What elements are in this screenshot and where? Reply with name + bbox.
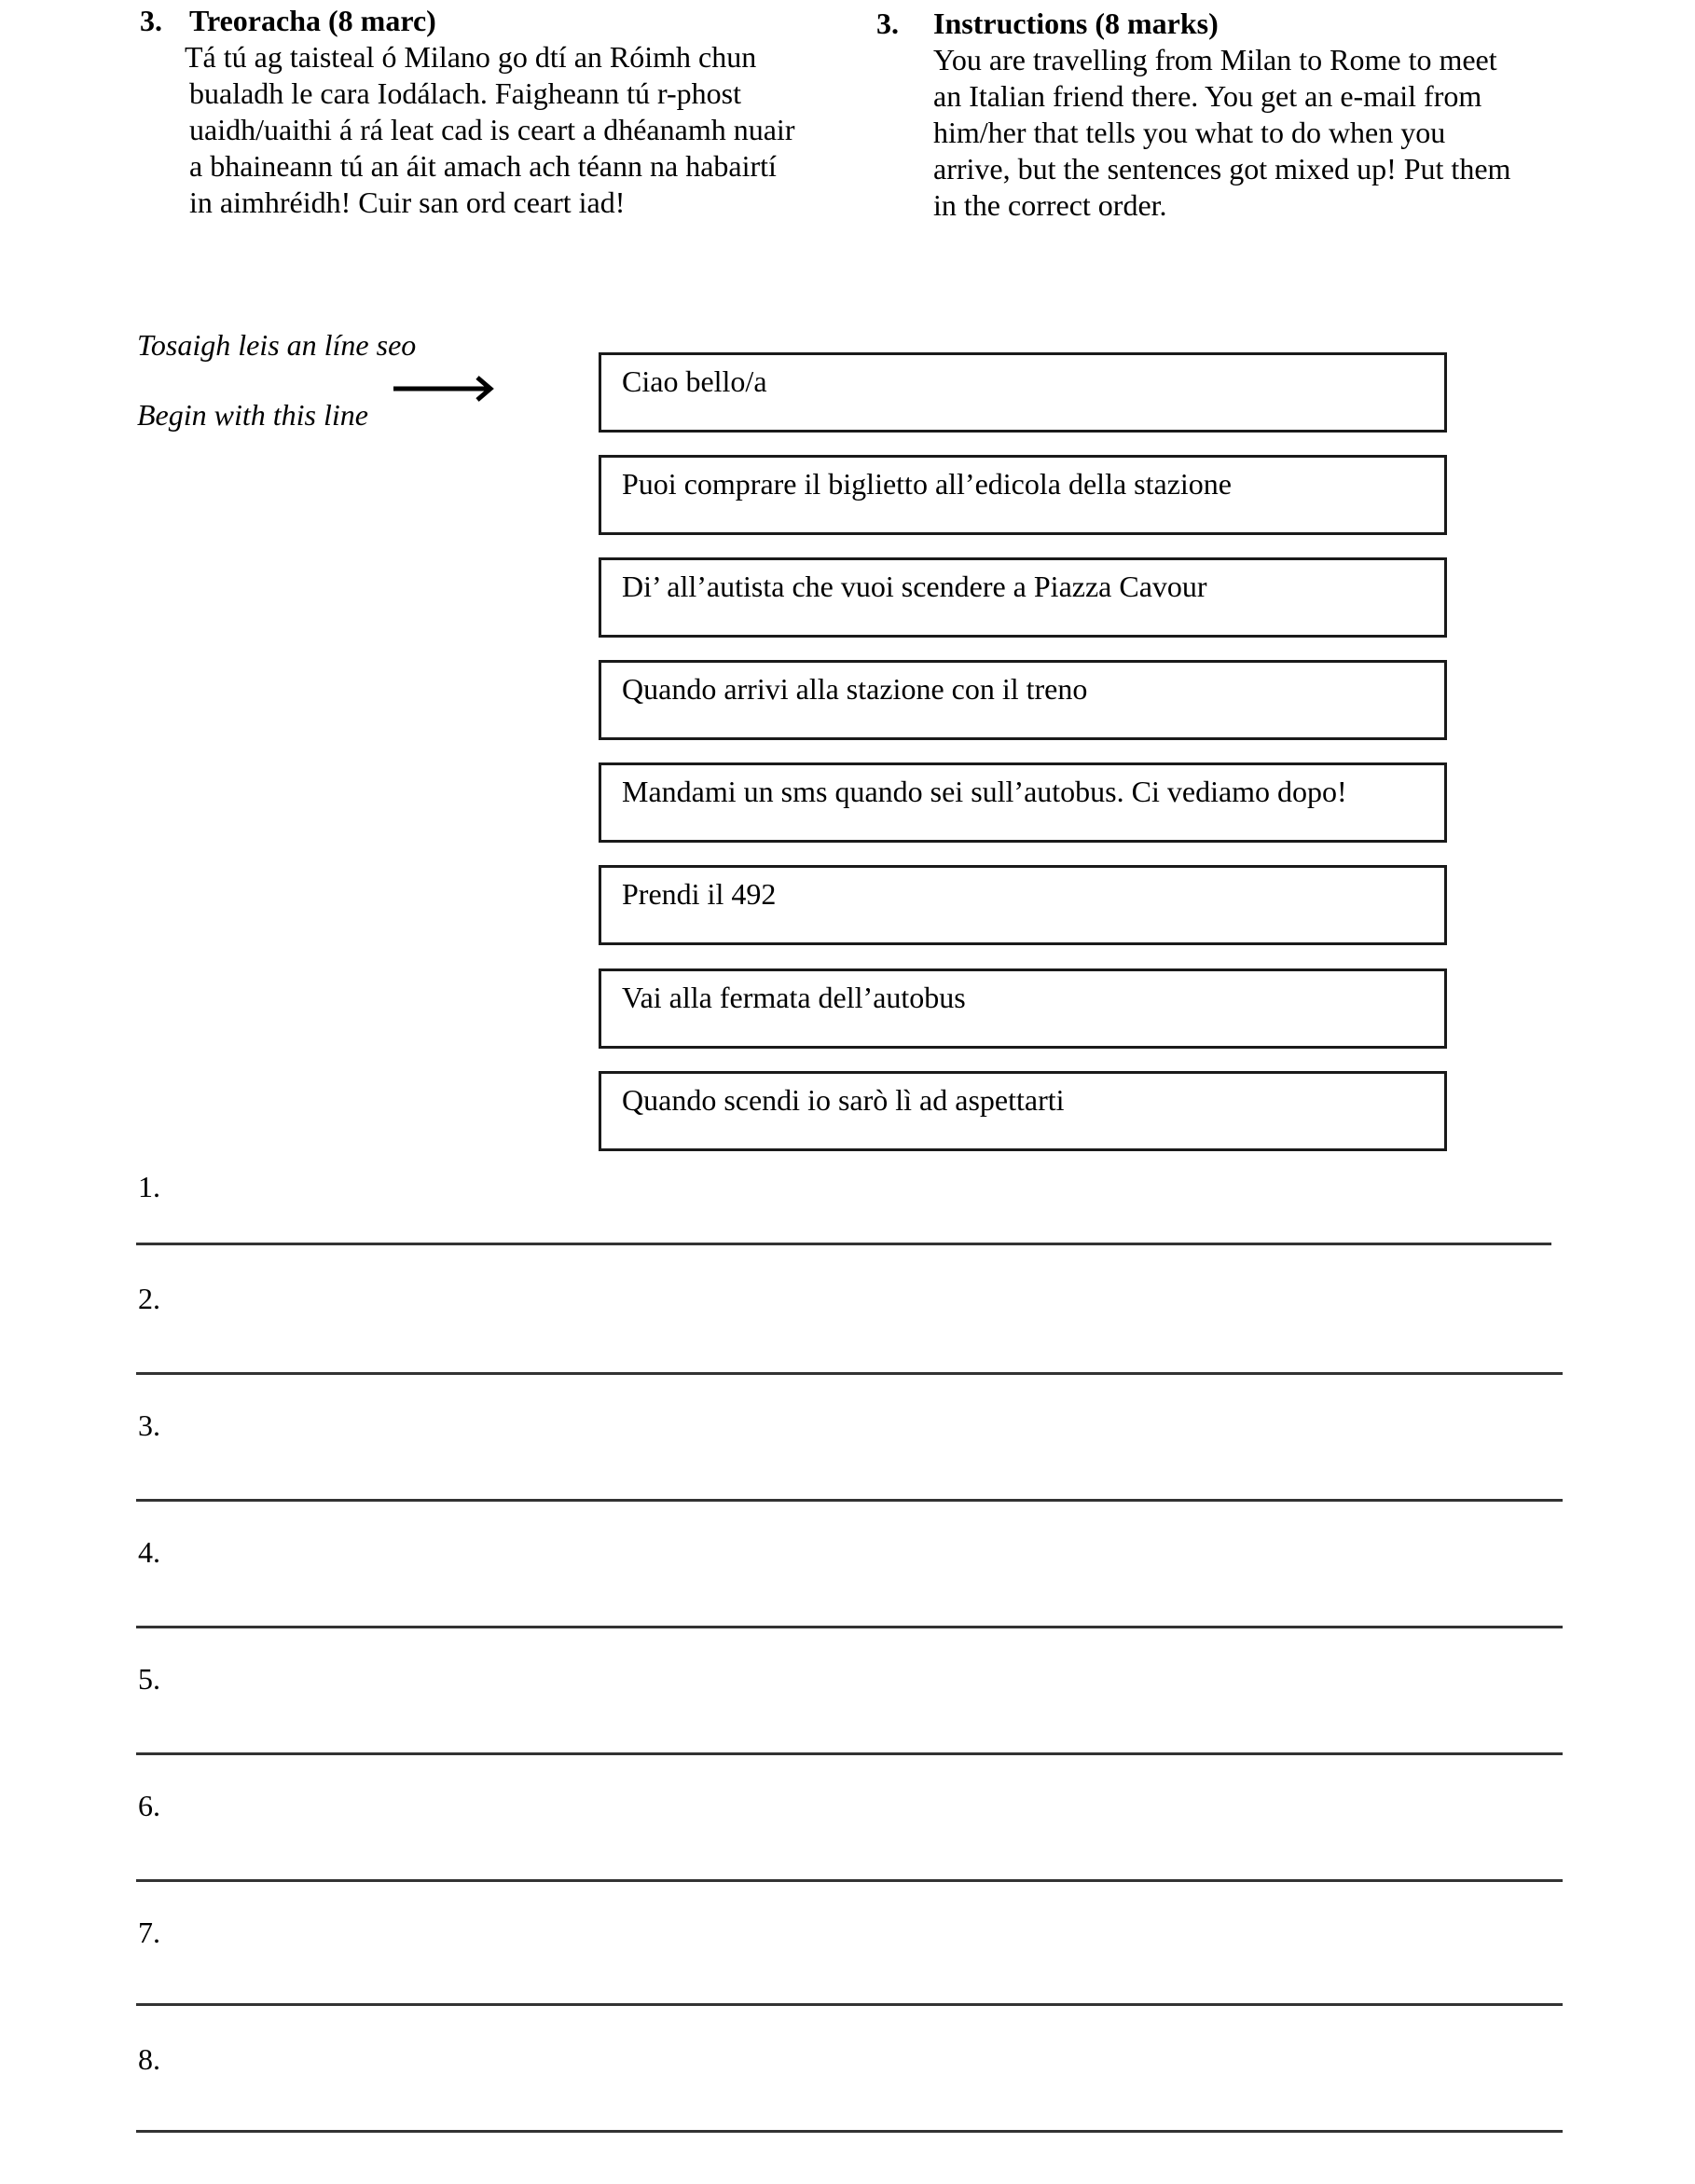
answer-line[interactable] (136, 1499, 1563, 1502)
sentence-box[interactable] (599, 660, 1447, 740)
answer-line[interactable] (136, 1243, 1551, 1245)
sentence-box[interactable] (599, 352, 1447, 433)
text-line: arrive, but the sentences got mixed up! Put them (933, 152, 1511, 185)
sentence-box[interactable] (599, 968, 1447, 1049)
sentence-text: Prendi il 492 (622, 877, 777, 911)
right-arrow-icon (392, 375, 494, 403)
answer-number: 2. (138, 1282, 160, 1315)
start-hint-english: Begin with this line (137, 398, 368, 432)
instructions-body-english (933, 42, 1510, 224)
text-line: in aimhréidh! Cuir san ord ceart iad! (189, 185, 626, 219)
sentence-text: Vai alla fermata dell’autobus (622, 981, 966, 1014)
answer-number: 4. (138, 1535, 160, 1569)
sentence-text: Quando arrivi alla stazione con il treno (622, 672, 1088, 706)
start-hint-irish: Tosaigh leis an líne seo (137, 328, 417, 362)
sentence-text: Puoi comprare il biglietto all’edicola della stazione (622, 467, 1232, 501)
question-number: 3. (140, 4, 162, 37)
sentence-box[interactable] (599, 865, 1447, 945)
answer-number: 5. (138, 1662, 160, 1696)
answer-line[interactable] (136, 1752, 1563, 1755)
text-line: him/her that tells you what to do when you (933, 116, 1446, 149)
sentence-text: Ciao bello/a (622, 364, 767, 398)
text-line: You are travelling from Milan to Rome to meet (933, 43, 1497, 76)
text-line: Tá tú ag taisteal ó Milano go dtí an Róimh chun (185, 40, 757, 74)
question-title-irish: Treoracha (8 marc) (189, 4, 436, 37)
question-title-english: Instructions (8 marks) (933, 7, 1219, 40)
answer-line[interactable] (136, 1879, 1563, 1882)
answer-number: 6. (138, 1789, 160, 1822)
question-number: 3. (876, 7, 899, 40)
sentence-box[interactable] (599, 455, 1447, 535)
text-line: uaidh/uaithi á rá leat cad is ceart a dhéanamh nuair (189, 113, 795, 146)
answer-number: 8. (138, 2042, 160, 2076)
instructions-body-irish (185, 39, 794, 221)
answer-line[interactable] (136, 2003, 1563, 2006)
sentence-box[interactable] (599, 557, 1447, 638)
sentence-text: Quando scendi io sarò lì ad aspettarti (622, 1083, 1065, 1117)
answer-line[interactable] (136, 1626, 1563, 1628)
text-line: an Italian friend there. You get an e-mail from (933, 79, 1482, 113)
sentence-box[interactable] (599, 1071, 1447, 1151)
text-line: a bhaineann tú an áit amach ach téann na habairtí (189, 149, 777, 183)
answer-number: 1. (138, 1170, 160, 1203)
sentence-text: Mandami un sms quando sei sull’autobus. Ci vediamo dopo! (622, 775, 1347, 808)
answer-number: 3. (138, 1408, 160, 1442)
sentence-box[interactable] (599, 762, 1447, 843)
answer-number: 7. (138, 1916, 160, 1949)
english-instructions (876, 6, 1585, 229)
irish-instructions (140, 3, 848, 227)
answer-line[interactable] (136, 2130, 1563, 2133)
text-line: bualadh le cara Iodálach. Faigheann tú r-phost (189, 76, 742, 110)
sentence-text: Di’ all’autista che vuoi scendere a Piazza Cavour (622, 570, 1207, 603)
text-line: in the correct order. (933, 188, 1167, 222)
answer-line[interactable] (136, 1372, 1563, 1375)
